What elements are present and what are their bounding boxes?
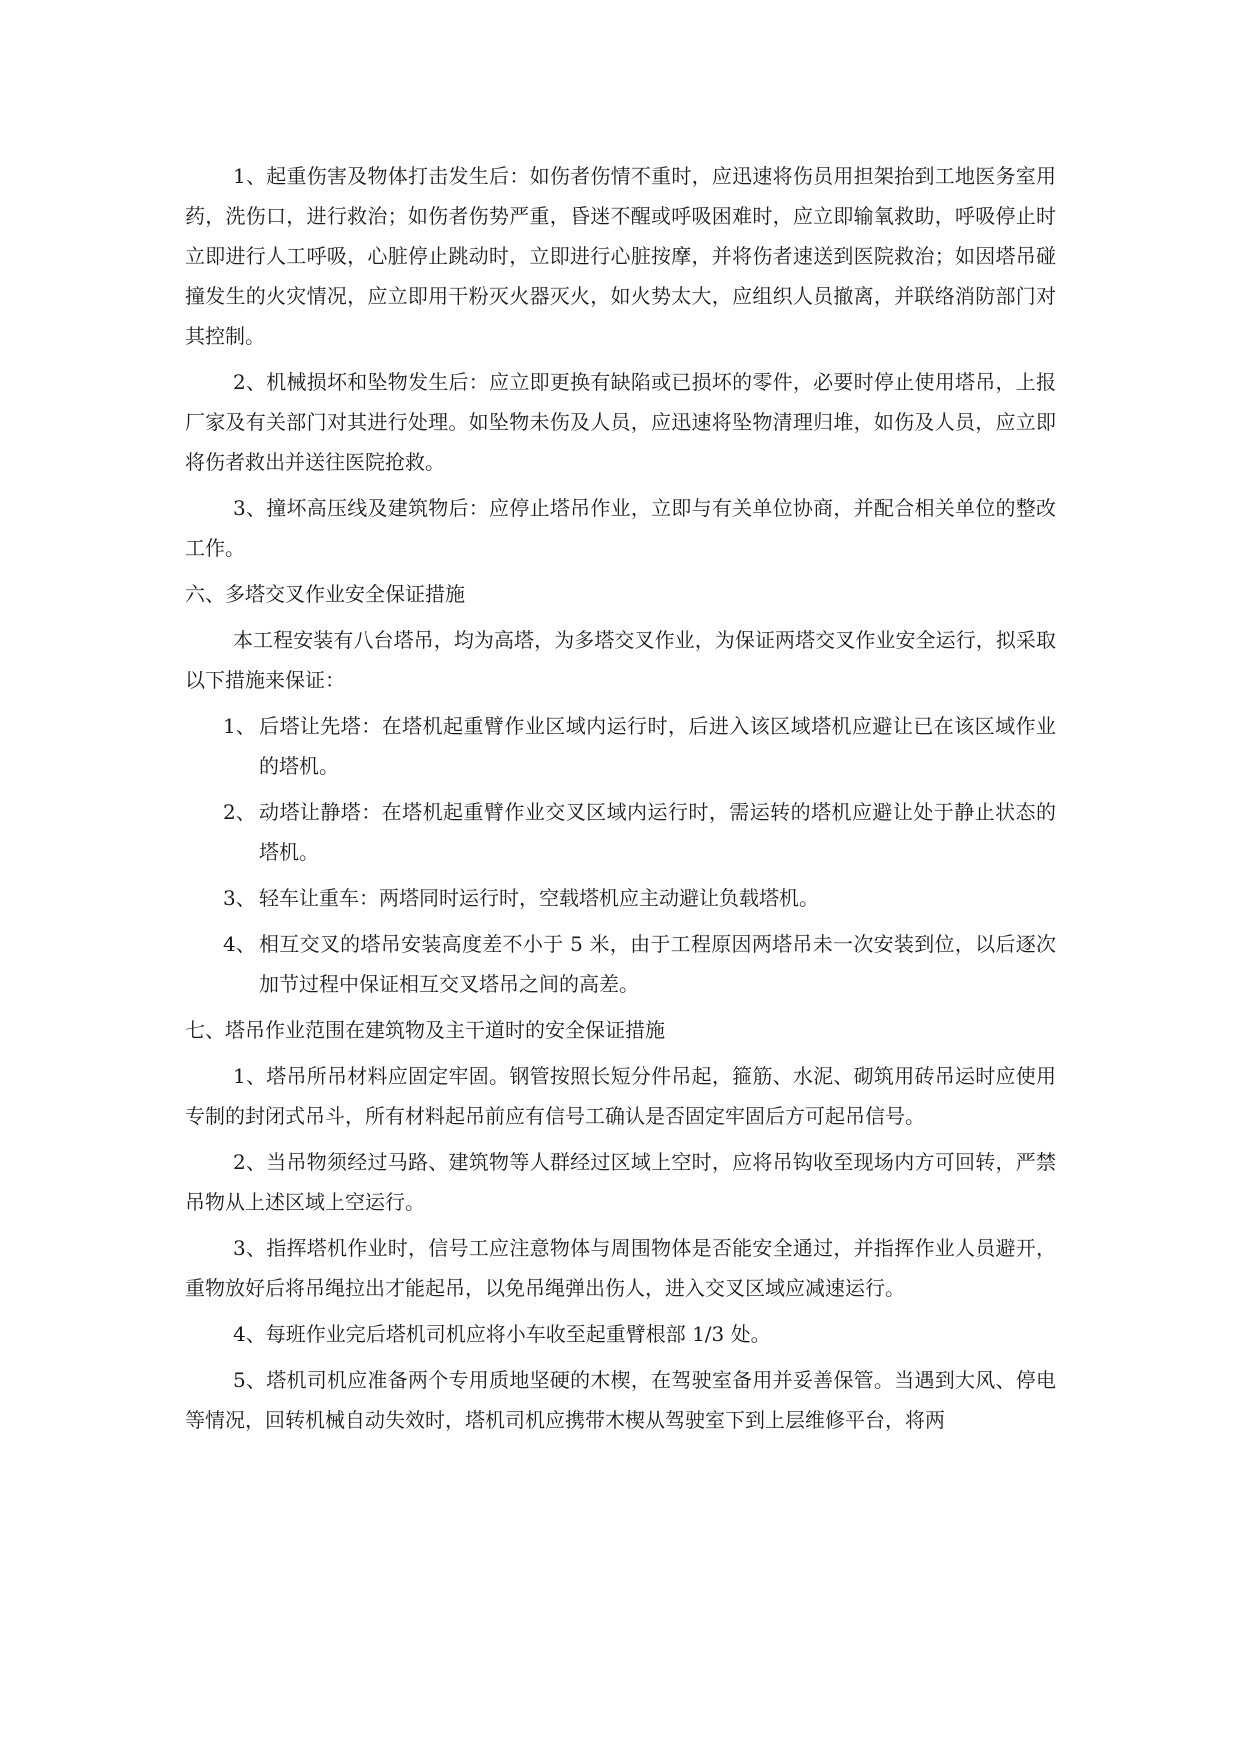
list-item-number: 1、 [223, 714, 256, 738]
section7-paragraph: 3、指挥塔机作业时，信号工应注意物体与周围物体是否能安全通过，并指挥作业人员避开，重物放好后将吊绳拉出才能起吊，以免吊绳弹出伤人，进入交叉区域应减速运行。 [185, 1236, 1056, 1300]
section7-paragraph: 5、塔机司机应准备两个专用质地坚硬的木楔，在驾驶室备用并妥善保管。当遇到大风、停电等情况，回转机械自动失效时，塔机司机应携带木楔从驾驶室下到上层维修平台，将两 [185, 1368, 1056, 1432]
list-item-text: 相互交叉的塔吊安装高度差不小于 5 米，由于工程原因两塔吊未一次安装到位，以后逐次加节过程中保证相互交叉塔吊之间的高差。 [259, 932, 1056, 996]
section7-paragraph: 2、当吊物须经过马路、建筑物等人群经过区域上空时，应将吊钩收至现场内方可回转，严禁吊物从上述区域上空运行。 [185, 1150, 1056, 1214]
list-item [185, 878, 1056, 918]
section6-list [185, 706, 1056, 1004]
list-item-text: 轻车让重车：两塔同时运行时，空载塔机应主动避让负载塔机。 [259, 886, 819, 910]
list-item [185, 924, 1056, 1004]
section7-heading: 七、塔吊作业范围在建筑物及主干道时的安全保证措施 [185, 1018, 665, 1042]
section7-paragraph: 4、每班作业完后塔机司机应将小车收至起重臂根部 1/3 处。 [233, 1322, 771, 1346]
section6-heading: 六、多塔交叉作业安全保证措施 [185, 582, 465, 606]
paragraph-high-voltage: 3、撞坏高压线及建筑物后：应停止塔吊作业，立即与有关单位协商，并配合相关单位的整改工作。 [185, 496, 1056, 560]
list-item-text: 后塔让先塔：在塔机起重臂作业区域内运行时，后进入该区域塔机应避让已在该区域作业的塔机。 [259, 714, 1056, 778]
list-item [185, 792, 1056, 872]
list-item-text: 动塔让静塔：在塔机起重臂作业交叉区域内运行时，需运转的塔机应避让处于静止状态的塔机。 [259, 800, 1056, 864]
paragraph-machine-damage: 2、机械损坏和坠物发生后：应立即更换有缺陷或已损坏的零件，必要时停止使用塔吊，上报厂家及有关部门对其进行处理。如坠物未伤及人员，应迅速将坠物清理归堆，如伤及人员，应立即将伤者救出并送往医院抢救。 [185, 370, 1056, 474]
section6-intro: 本工程安装有八台塔吊，均为高塔，为多塔交叉作业，为保证两塔交叉作业安全运行，拟采取以下措施来保证： [185, 628, 1056, 692]
list-item-number: 3、 [223, 886, 256, 910]
section7-paragraph: 1、塔吊所吊材料应固定牢固。钢管按照长短分件吊起，箍筋、水泥、砌筑用砖吊运时应使用专制的封闭式吊斗，所有材料起吊前应有信号工确认是否固定牢固后方可起吊信号。 [185, 1064, 1056, 1128]
paragraph-injury-response: 1、起重伤害及物体打击发生后：如伤者伤情不重时，应迅速将伤员用担架抬到工地医务室用药，洗伤口，进行救治；如伤者伤势严重，昏迷不醒或呼吸困难时，应立即输氧救助，呼吸停止时立即进行人工呼吸，心脏停止跳动时，立即进行心脏按摩，并将伤者速送到医院救治；如因塔吊碰撞发生的火灾情况，应立即用干粉灭火器灭火，如火势太大，应组织人员撤离，并联络消防部门对其控制。 [185, 164, 1056, 348]
list-item-number: 2、 [223, 800, 256, 824]
list-item [185, 706, 1056, 786]
list-item-number: 4、 [223, 932, 256, 956]
